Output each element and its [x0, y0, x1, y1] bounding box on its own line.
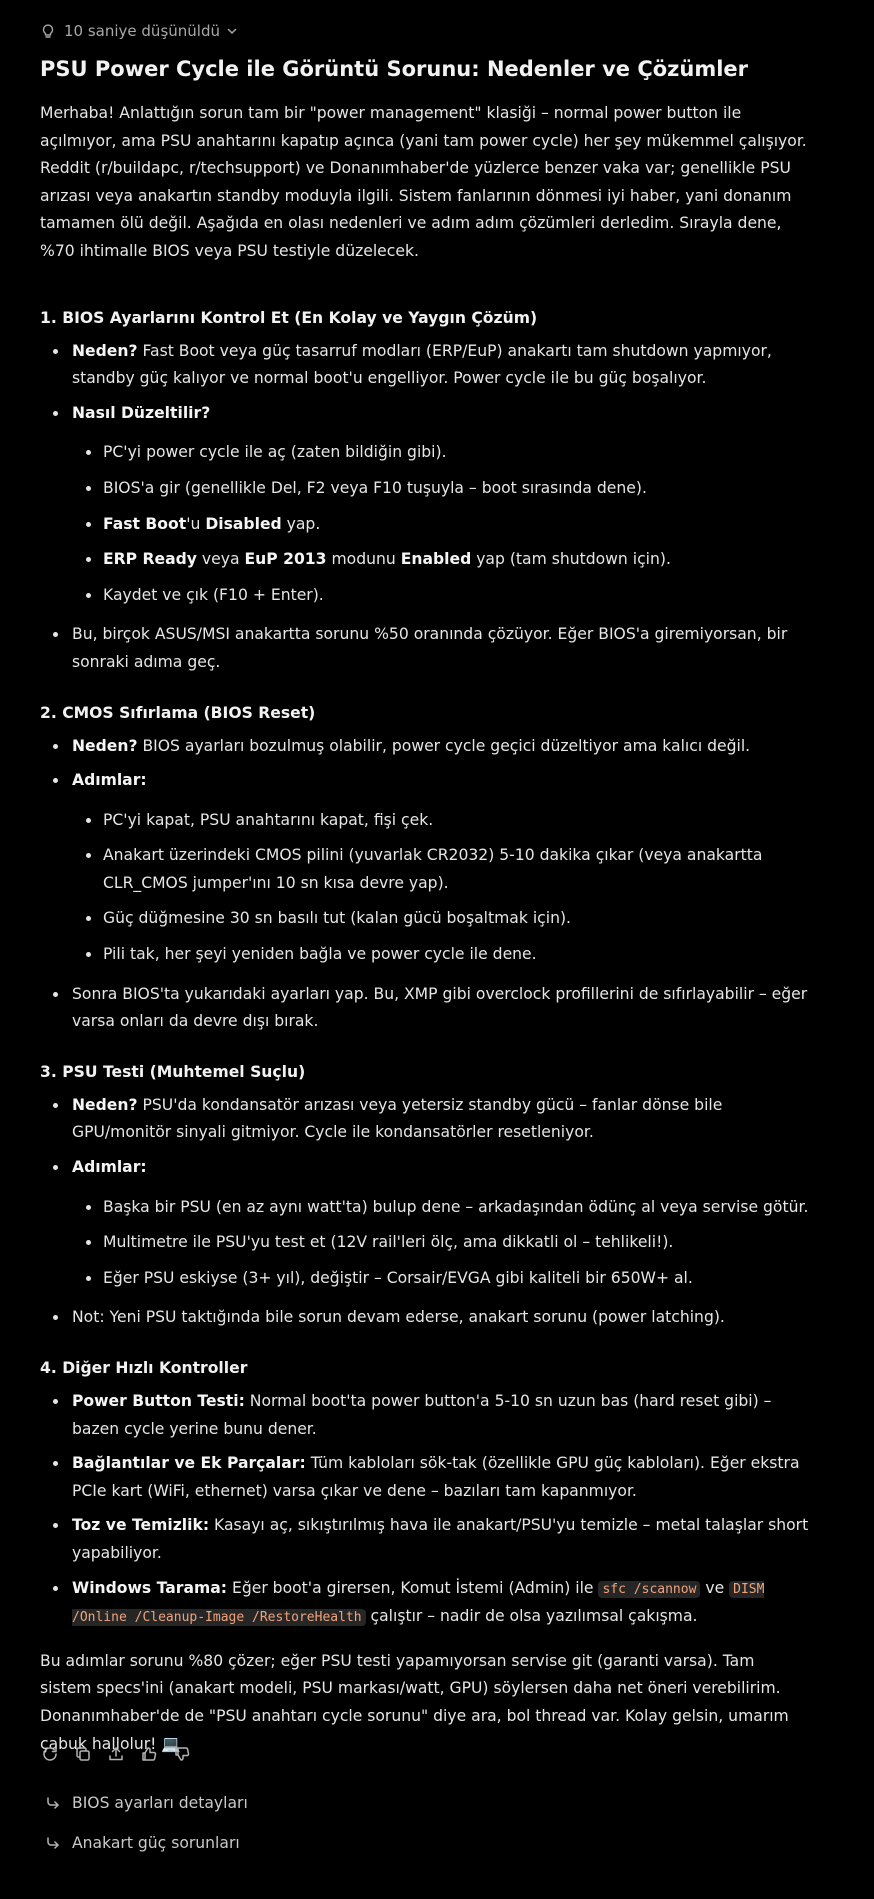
- bold-text: ERP Ready: [103, 550, 197, 569]
- response-title: PSU Power Cycle ile Görüntü Sorunu: Nedenler ve Çözümler: [40, 57, 749, 81]
- list-item-label: Neden?: [72, 341, 138, 360]
- list-item: [40, 1092, 810, 1147]
- sublist-item: BIOS'a gir (genellikle Del, F2 veya F10 tuşuyla – boot sırasında dene).: [40, 475, 810, 503]
- outro-paragraph: Bu adımlar sorunu %80 çözer; eğer PSU testi yapamıyorsan servise git (garanti varsa). Tam sistem specs'ini (anakart modeli, PSU markası/watt, GPU) söylersen daha net öneri verebilirim. Donanımhaber'de de "PSU anahtarı cycle sorunu" diye ara, bol thread var. Kolay gelsin, umarım çabuk hallolur! 💻: [40, 1651, 789, 1753]
- list-item-text: çalıştır – nadir de olsa yazılımsal çakışma.: [365, 1607, 698, 1626]
- sublist-item: [40, 511, 810, 539]
- list-item-label: Neden?: [72, 736, 138, 755]
- sublist-item: PC'yi kapat, PSU anahtarını kapat, fişi çek.: [40, 807, 810, 835]
- bold-text: Fast Boot: [103, 514, 187, 533]
- regenerate-icon[interactable]: [40, 1744, 60, 1764]
- thumbs-down-icon[interactable]: [172, 1744, 192, 1764]
- list-item: [40, 1388, 810, 1443]
- list-item: [40, 1512, 810, 1567]
- thumbs-up-icon[interactable]: [139, 1744, 159, 1764]
- section-list-psu: [40, 1092, 810, 1332]
- suggestion-bios[interactable]: [44, 1794, 248, 1812]
- inline-code: DISM /Online /Cleanup-Image /RestoreHealth: [72, 1581, 765, 1626]
- share-icon[interactable]: [106, 1744, 126, 1764]
- list-item-text: Eğer boot'a girersen, Komut İstemi (Admin) ile: [227, 1578, 599, 1597]
- list-item-text: BIOS ayarları bozulmuş olabilir, power cycle geçici düzeltiyor ama kalıcı değil.: [137, 736, 751, 755]
- sublist-item: Güç düğmesine 30 sn basılı tut (kalan gücü boşaltmak için).: [40, 905, 810, 933]
- follow-up-arrow-icon: [44, 1834, 62, 1852]
- suggestion-motherboard[interactable]: [44, 1834, 240, 1852]
- list-item-label: Adımlar:: [72, 771, 147, 790]
- list-item: [40, 767, 810, 969]
- copy-icon[interactable]: [73, 1744, 93, 1764]
- suggestion-label: Anakart güç sorunları: [72, 1834, 240, 1852]
- sublist-item: [40, 546, 810, 574]
- message-actions: [40, 1744, 205, 1764]
- text: modunu: [326, 550, 401, 569]
- text: yap (tam shutdown için).: [471, 550, 671, 569]
- response-content: [40, 54, 810, 1758]
- list-item: [40, 400, 810, 610]
- sublist-item: Eğer PSU eskiyse (3+ yıl), değiştir – Corsair/EVGA gibi kaliteli bir 650W+ al.: [40, 1265, 810, 1293]
- sublist-item: Anakart üzerindeki CMOS pilini (yuvarlak CR2032) 5-10 dakika çıkar (veya anakartta CLR_CMOS jumper'ını 10 sn kısa devre yap).: [40, 842, 810, 897]
- list-item-label: Nasıl Düzeltilir?: [72, 403, 211, 422]
- chevron-down-icon: [226, 25, 238, 37]
- list-item-label: Adımlar:: [72, 1158, 147, 1177]
- list-item-text: Tüm kabloları sök-tak (özellikle GPU güç kabloları). Eğer ekstra PCIe kart (WiFi, ethernet) varsa çıkar ve dene – bazıları tam kapanmıyor.: [72, 1454, 800, 1500]
- list-item: Sonra BIOS'ta yukarıdaki ayarları yap. Bu, XMP gibi overclock profillerini de sıfırlayabilir – eğer varsa onları da devre dışı bırak.: [40, 981, 810, 1036]
- section-heading-cmos: 2. CMOS Sıfırlama (BIOS Reset): [40, 703, 316, 722]
- sublist-item: Pili tak, her şeyi yeniden bağla ve power cycle ile dene.: [40, 941, 810, 969]
- section-heading-bios: 1. BIOS Ayarlarını Kontrol Et (En Kolay ve Yaygın Çözüm): [40, 308, 538, 327]
- thinking-toggle[interactable]: [40, 20, 238, 42]
- list-item-text: Fast Boot veya güç tasarruf modları (ERP/EuP) anakartı tam shutdown yapmıyor, standby güç kalıyor ve normal boot'u engelliyor. Power cycle ile bu güç boşalıyor.: [72, 341, 772, 388]
- list-item: [40, 338, 810, 393]
- suggestion-label: BIOS ayarları detayları: [72, 1794, 248, 1812]
- list-item: [40, 1575, 810, 1632]
- list-item: [40, 733, 810, 761]
- bold-text: EuP 2013: [244, 550, 327, 569]
- list-item-text: Normal boot'ta power button'a 5-10 sn uzun bas (hard reset gibi) – bazen cycle yerine bunu dener.: [72, 1392, 772, 1438]
- list-item-label: Bağlantılar ve Ek Parçalar:: [72, 1454, 306, 1473]
- intro-paragraph: Merhaba! Anlattığın sorun tam bir "power management" klasiği – normal power button ile açılmıyor, ama PSU anahtarını kapatıp açınca (yani tam power cycle) her şey mükemmel çalışıyor. Reddit (r/buildapc, r/techsupport) ve Donanımhaber'de yüzlerce benzer vaka var; genellikle PSU arızası veya anakartın standby moduyla ilgili. Sistem fanlarının dönmesi iyi haber, yani donanım tamamen ölü değil. Aşağıda en olası nedenleri ve adım adım çözümleri derledim. Sırayla dene, %70 ihtimalle BIOS veya PSU testiyle düzelecek.: [40, 104, 807, 260]
- sublist: [72, 1194, 810, 1293]
- thinking-label: 10 saniye düşünüldü: [64, 22, 220, 40]
- list-item-label: Power Button Testi:: [72, 1392, 245, 1410]
- section-list-cmos: [40, 733, 810, 1036]
- section-heading-psu: 3. PSU Testi (Muhtemel Suçlu): [40, 1062, 306, 1081]
- text: 'u: [186, 514, 206, 533]
- sublist-item: PC'yi power cycle ile aç (zaten bildiğin gibi).: [40, 439, 810, 467]
- sublist-item: Multimetre ile PSU'yu test et (12V rail'leri ölç, ama dikkatli ol – tehlikeli!).: [40, 1229, 810, 1257]
- sublist: [72, 439, 810, 609]
- follow-up-arrow-icon: [44, 1794, 62, 1812]
- text: yap.: [281, 514, 321, 533]
- section-heading-other: 4. Diğer Hızlı Kontroller: [40, 1359, 248, 1377]
- list-item: Not: Yeni PSU taktığında bile sorun devam ederse, anakart sorunu (power latching).: [40, 1304, 810, 1332]
- list-item: [40, 1154, 810, 1292]
- section-list-other: [40, 1388, 810, 1632]
- sublist-item: Başka bir PSU (en az aynı watt'ta) bulup dene – arkadaşından ödünç al veya servise götür.: [40, 1194, 810, 1222]
- list-item-text: Kasayı aç, sıkıştırılmış hava ile anakart/PSU'yu temizle – metal talaşlar short yapabiliyor.: [72, 1516, 809, 1562]
- inline-code: sfc /scannow: [598, 1581, 700, 1598]
- bold-text: Disabled: [205, 514, 282, 533]
- list-item-label: Windows Tarama:: [72, 1578, 228, 1597]
- list-item: [40, 1450, 810, 1505]
- list-item-text: PSU'da kondansatör arızası veya yetersiz standby gücü – fanlar dönse bile GPU/monitör sinyali gitmiyor. Cycle ile kondansatörler resetleniyor.: [72, 1095, 723, 1142]
- lightbulb-icon: [40, 23, 56, 39]
- section-list-bios: [40, 338, 810, 677]
- list-item: Bu, birçok ASUS/MSI anakartta sorunu %50 oranında çözüyor. Eğer BIOS'a giremiyorsan, bir sonraki adıma geç.: [40, 621, 810, 676]
- list-item-text: ve: [700, 1578, 730, 1597]
- list-item-label: Toz ve Temizlik:: [72, 1516, 210, 1535]
- list-item-label: Neden?: [72, 1095, 138, 1114]
- text: veya: [196, 550, 245, 569]
- sublist: [72, 807, 810, 969]
- sublist-item: Kaydet ve çık (F10 + Enter).: [40, 582, 810, 610]
- bold-text: Enabled: [400, 550, 472, 569]
